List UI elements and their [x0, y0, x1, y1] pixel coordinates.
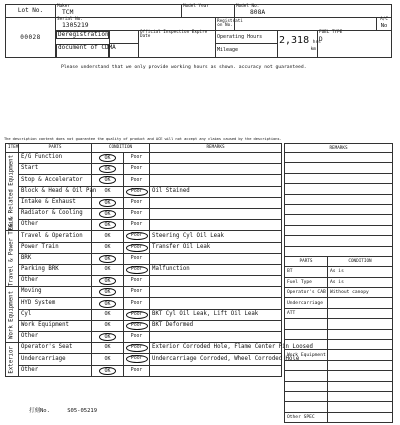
side-blank-row — [285, 194, 393, 204]
inspection-row — [6, 186, 282, 197]
side-blank-row — [285, 236, 393, 246]
remark-text — [150, 164, 282, 175]
side-blank-cell — [328, 319, 393, 329]
remark-text — [150, 220, 282, 231]
side-blank-row — [285, 360, 393, 370]
inspection-row — [6, 287, 282, 298]
remark-text — [150, 197, 282, 208]
inspection-row — [6, 354, 282, 365]
maker-cell — [56, 5, 182, 18]
side-blank-cell — [285, 184, 393, 194]
remark-text: Transfer Oil Leak — [150, 242, 282, 253]
inspection-row — [6, 298, 282, 309]
ok-circled-mark: OK — [99, 154, 115, 162]
fuel-cell — [318, 31, 392, 58]
side-work-equipment-value — [328, 350, 393, 360]
ok-circled-mark: OK — [99, 221, 115, 229]
side-blank-cell — [328, 381, 393, 391]
side-row — [285, 308, 393, 318]
side-blank-cell — [285, 391, 328, 401]
part-name: Radiator & Cooling — [19, 208, 92, 219]
poor-cell — [124, 220, 150, 231]
inspection-row — [6, 343, 282, 354]
group-label: Work Equipment — [6, 287, 19, 343]
side-other-spec-value — [328, 412, 393, 422]
poor-cell — [124, 287, 150, 298]
side-row — [285, 298, 393, 308]
poor-circled-mark: Poor — [126, 344, 148, 352]
group-label: Travel & Power Train — [6, 231, 19, 287]
ok-circled-mark: OK — [99, 367, 115, 375]
side-blank-row — [285, 371, 393, 381]
poor-circled-mark: Poor — [126, 311, 148, 319]
inspection-row — [6, 220, 282, 231]
part-name: Other — [19, 276, 92, 287]
group-label: Exterior — [6, 343, 19, 377]
ac-value: No — [380, 23, 388, 30]
ok-mark: OK — [104, 232, 111, 239]
side-condition-label: CONDITION — [328, 256, 393, 266]
side-blank-cell — [285, 402, 328, 412]
part-name: Work Equipment — [19, 320, 92, 331]
side-blank-row — [285, 391, 393, 401]
poor-mark: Poor — [130, 155, 143, 161]
poor-mark: Poor — [130, 222, 143, 228]
side-blank-cell — [285, 225, 393, 235]
side-blank-cell — [285, 204, 393, 214]
inspection-row — [6, 175, 282, 186]
remark-text — [150, 287, 282, 298]
model-no-value: 808A — [250, 8, 266, 16]
ok-circled-mark: OK — [99, 165, 115, 173]
side-blank-cell — [285, 215, 393, 225]
poor-circled-mark: Poor — [126, 266, 148, 274]
poor-mark: Poor — [130, 199, 143, 205]
poor-mark: Poor — [130, 211, 143, 217]
side-part-condition: As is — [328, 267, 393, 277]
side-blank-row — [285, 340, 393, 350]
part-name: Stop & Accelerator — [19, 175, 92, 186]
ok-mark: OK — [104, 344, 111, 351]
side-blank-cell — [285, 173, 393, 183]
remark-text: Malfunction — [150, 264, 282, 275]
poor-cell — [124, 186, 150, 197]
registration-value — [235, 18, 377, 31]
ok-cell — [92, 186, 124, 197]
remark-text: Exterior Corroded Hole, Flame Center Pin Loosed — [150, 343, 282, 354]
parts-header: PARTS — [19, 144, 92, 153]
poor-mark: Poor — [130, 334, 143, 340]
ac-cell — [377, 18, 392, 31]
poor-circled-mark: Poor — [126, 244, 148, 252]
poor-cell — [124, 242, 150, 253]
inspection-header-row — [6, 144, 282, 153]
inspection-row — [6, 231, 282, 242]
inspection-row — [6, 264, 282, 275]
ok-cell — [92, 220, 124, 231]
side-blank-row — [285, 225, 393, 235]
ok-circled-mark: OK — [99, 300, 115, 308]
ok-mark: OK — [104, 355, 111, 362]
side-blank-cell — [285, 340, 328, 350]
poor-mark: Poor — [130, 367, 143, 373]
side-work-equipment-row — [285, 350, 393, 360]
poor-cell — [124, 365, 150, 376]
part-name: Other — [19, 332, 92, 343]
part-name: Cyl — [19, 309, 92, 320]
side-blank-row — [285, 215, 393, 225]
ok-circled-mark: OK — [99, 277, 115, 285]
quality-disclaimer: The description content does not guarantee the quality of product and ACE will not accept any claims caused by the descriptions. — [4, 137, 282, 141]
part-name: Other — [19, 365, 92, 376]
condition-header: CONDITION — [92, 144, 150, 153]
part-name: Start — [19, 164, 92, 175]
side-blank-row — [285, 204, 393, 214]
ok-mark: OK — [104, 187, 111, 194]
side-work-equipment-label: Work Equipment — [285, 350, 328, 360]
side-blank-cell — [328, 360, 393, 370]
side-blank-cell — [328, 340, 393, 350]
side-part-name: ATT — [285, 308, 328, 318]
side-parts-label: PARTS — [285, 256, 328, 266]
inspection-row — [6, 242, 282, 253]
side-part-name: Undercarriage — [285, 298, 328, 308]
remarks-header: REMARKS — [150, 144, 282, 153]
ok-cell — [92, 287, 124, 298]
remark-text — [150, 175, 282, 186]
side-blank-row — [285, 381, 393, 391]
poor-cell — [124, 264, 150, 275]
ok-circled-mark: OK — [99, 210, 115, 218]
part-name: Undercarriage — [19, 354, 92, 365]
registration-label: Registrati on No. — [216, 18, 235, 31]
side-blank-cell — [328, 402, 393, 412]
side-remarks-table — [284, 143, 393, 423]
inspection-row — [6, 309, 282, 320]
poor-circled-mark: Poor — [126, 188, 148, 196]
stamp-number-value: S05-05219 — [67, 408, 98, 414]
stamp-number-label: 打刻No. — [29, 408, 50, 414]
poor-cell — [124, 298, 150, 309]
side-blank-cell — [285, 360, 328, 370]
ok-mark: OK — [104, 243, 111, 250]
ok-cell — [92, 153, 124, 164]
poor-circled-mark: Poor — [126, 322, 148, 330]
km-unit: km — [310, 46, 316, 52]
inspection-label: Official Inspection Expire Date — [140, 30, 208, 40]
remark-text: Undercarriage Corroded, Wheel Corroded Hole — [150, 354, 282, 365]
model-no-label: Model No. — [236, 4, 260, 10]
inspection-row — [6, 164, 282, 175]
side-blank-cell — [285, 153, 393, 163]
inspection-row — [6, 208, 282, 219]
deregistration-label: Deregistration — [58, 31, 109, 38]
hours-value: 2,318 — [279, 34, 310, 46]
part-name: Other — [19, 220, 92, 231]
ok-cell — [92, 276, 124, 287]
part-name: Power Train — [19, 242, 92, 253]
side-row — [285, 267, 393, 277]
poor-cell — [124, 276, 150, 287]
ok-cell — [92, 264, 124, 275]
group-label: EG & Related Equipment — [6, 153, 19, 231]
side-blank-row — [285, 402, 393, 412]
ok-cell — [92, 197, 124, 208]
side-row — [285, 288, 393, 298]
part-name: Moving — [19, 287, 92, 298]
ac-label: A/C — [380, 17, 388, 23]
ok-cell — [92, 365, 124, 376]
inspection-row — [6, 276, 282, 287]
side-part-name: Operator's CAB — [285, 288, 328, 298]
side-part-name: BT — [285, 267, 328, 277]
poor-cell — [124, 231, 150, 242]
side-part-condition: Without canopy — [328, 288, 393, 298]
poor-mark: Poor — [130, 278, 143, 284]
ok-cell — [92, 164, 124, 175]
remark-text: BKT Cyl Oil Leak, Lift Oil Leak — [150, 309, 282, 320]
ok-cell — [92, 242, 124, 253]
serial-cell — [56, 18, 216, 31]
poor-mark: Poor — [130, 166, 143, 172]
side-blank-row — [285, 163, 393, 173]
part-name: E/G Function — [19, 153, 92, 164]
inspection-row — [6, 197, 282, 208]
deregistration-value — [110, 31, 139, 44]
remark-text — [150, 208, 282, 219]
remark-text — [150, 153, 282, 164]
item-header: ITEM — [6, 144, 19, 153]
ok-mark: OK — [104, 310, 111, 317]
maker-value: TCM — [62, 8, 74, 16]
inspection-row — [6, 332, 282, 343]
part-name: Intake & Exhaust — [19, 197, 92, 208]
ok-cell — [92, 343, 124, 354]
ok-circled-mark: OK — [99, 288, 115, 296]
poor-mark: Poor — [130, 255, 143, 261]
mileage-label: Mileage — [216, 44, 278, 58]
maker-label: Maker — [57, 4, 70, 10]
poor-cell — [124, 197, 150, 208]
part-name: Travel & Operation — [19, 231, 92, 242]
ok-cell — [92, 309, 124, 320]
side-blank-cell — [285, 236, 393, 246]
ok-cell — [92, 354, 124, 365]
side-blank-cell — [285, 371, 328, 381]
side-blank-row — [285, 329, 393, 339]
side-other-spec-label: Other SPEC — [285, 412, 328, 422]
serial-value: 1305219 — [62, 21, 89, 29]
inspection-row — [6, 320, 282, 331]
inspection-row — [6, 153, 282, 164]
part-name: Operator's Seat — [19, 343, 92, 354]
part-name: BRK — [19, 253, 92, 264]
ok-circled-mark: OK — [99, 255, 115, 263]
serial-label: Serial No. — [57, 17, 83, 23]
poor-cell — [124, 309, 150, 320]
side-blank-row — [285, 184, 393, 194]
lot-number: 00028 — [6, 18, 56, 58]
fuel-value: D — [319, 36, 323, 44]
ok-cell — [92, 208, 124, 219]
ok-circled-mark: OK — [99, 176, 115, 184]
inspection-row — [6, 253, 282, 264]
stamp-number — [29, 406, 97, 414]
ok-mark: OK — [104, 322, 111, 329]
inspection-cell — [139, 31, 216, 58]
poor-circled-mark: Poor — [126, 355, 148, 363]
poor-cell — [124, 153, 150, 164]
remark-text — [150, 253, 282, 264]
side-blank-row — [285, 153, 393, 163]
side-blank-row — [285, 246, 393, 256]
remark-text — [150, 298, 282, 309]
ok-circled-mark: OK — [99, 333, 115, 341]
poor-cell — [124, 354, 150, 365]
ok-cell — [92, 231, 124, 242]
ok-cell — [92, 320, 124, 331]
side-part-name: Fuel Type — [285, 277, 328, 287]
poor-mark: Poor — [130, 300, 143, 306]
fuel-label: FUEL TYPE — [319, 30, 343, 35]
poor-mark: Poor — [130, 289, 143, 295]
ok-cell — [92, 175, 124, 186]
remark-text — [150, 276, 282, 287]
side-blank-cell — [328, 371, 393, 381]
poor-mark: Poor — [130, 177, 143, 183]
side-part-condition — [328, 298, 393, 308]
side-blank-cell — [285, 319, 328, 329]
side-header-row — [285, 144, 393, 153]
poor-cell — [124, 253, 150, 264]
poor-cell — [124, 164, 150, 175]
side-blank-cell — [328, 391, 393, 401]
remark-text: Oil Stained — [150, 186, 282, 197]
part-name: HYD System — [19, 298, 92, 309]
model-no-cell — [235, 5, 392, 18]
side-blank-cell — [285, 246, 393, 256]
side-remarks-header: REMARKS — [285, 144, 393, 153]
ok-cell — [92, 253, 124, 264]
hours-unit: hrs — [312, 39, 321, 45]
lot-info-table — [5, 4, 392, 58]
remark-text: BKT Deformed — [150, 320, 282, 331]
side-part-condition: As is — [328, 277, 393, 287]
lot-no-label: Lot No. — [6, 5, 56, 18]
side-row — [285, 277, 393, 287]
poor-circled-mark: Poor — [126, 232, 148, 240]
side-blank-cell — [285, 329, 328, 339]
side-blank-row — [285, 173, 393, 183]
hours-label: Operating Hours — [216, 31, 278, 44]
side-parts-header-row — [285, 256, 393, 266]
ok-mark: OK — [104, 266, 111, 273]
side-blank-cell — [285, 163, 393, 173]
ok-circled-mark: OK — [99, 199, 115, 207]
part-name: Block & Head & Oil Pan — [19, 186, 92, 197]
poor-cell — [124, 332, 150, 343]
part-name: Parking BRK — [19, 264, 92, 275]
doc-cdma-label: document of CDMA — [56, 44, 109, 58]
poor-cell — [124, 208, 150, 219]
remark-text: Steering Cyl Oil Leak — [150, 231, 282, 242]
poor-cell — [124, 320, 150, 331]
hours-cell — [278, 31, 321, 58]
poor-cell — [124, 343, 150, 354]
model-year-label: Model Year — [183, 4, 209, 9]
side-blank-cell — [285, 381, 328, 391]
side-blank-cell — [328, 329, 393, 339]
ok-cell — [92, 298, 124, 309]
side-part-condition — [328, 308, 393, 318]
remark-text — [150, 332, 282, 343]
ok-cell — [92, 332, 124, 343]
poor-cell — [124, 175, 150, 186]
side-other-spec-row — [285, 412, 393, 422]
side-blank-cell — [285, 194, 393, 204]
inspection-row — [6, 365, 282, 376]
hours-disclaimer-note: Please understand that we only provide working hours as shown. accuracy not guaranteed. — [61, 65, 307, 70]
side-blank-row — [285, 319, 393, 329]
model-year-cell — [182, 5, 235, 18]
remark-text — [150, 365, 282, 376]
